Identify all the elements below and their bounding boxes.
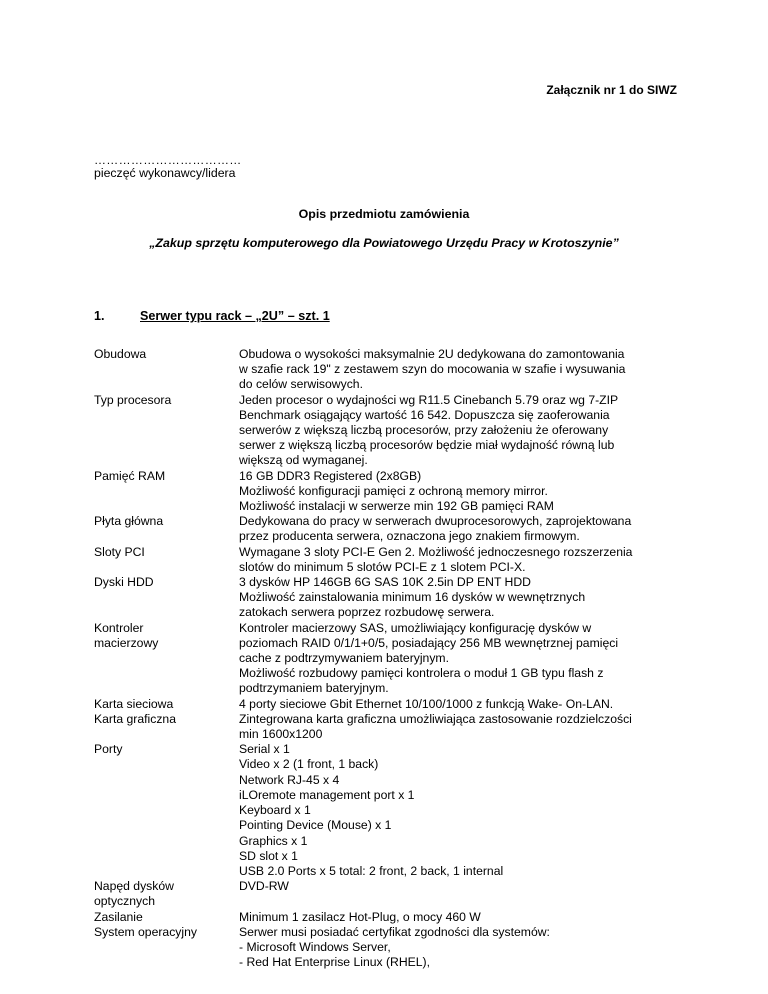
spec-value (239, 712, 694, 742)
spec-value (239, 545, 694, 575)
spec-value-line: Video x 2 (1 front, 1 back) (239, 757, 379, 772)
spec-label: Karta graficzna (94, 711, 176, 726)
spec-value-line: 4 porty sieciowe Gbit Ethernet 10/100/1000 z funkcją Wake- On-LAN. (239, 696, 614, 711)
spec-row (94, 925, 694, 971)
spec-value (239, 575, 694, 621)
spec-label: Sloty PCI (94, 544, 145, 559)
spec-label: Kontroler macierzowy (94, 620, 159, 650)
spec-value-line: do celów serwisowych. (239, 377, 363, 392)
spec-value-line: cache z podtrzymywaniem bateryjnym. (239, 651, 449, 666)
spec-value-line: Obudowa o wysokości maksymalnie 2U dedykowana do zamontowania (239, 347, 625, 361)
spec-label: Napęd dysków optycznych (94, 879, 174, 909)
spec-value-line: Network RJ-45 x 4 (239, 772, 340, 787)
spec-value-line: DVD-RW (239, 879, 289, 894)
spec-value-line: Keyboard x 1 (239, 803, 311, 818)
spec-value (239, 742, 694, 879)
spec-value-line: - Red Hat Enterprise Linux (RHEL), (239, 955, 431, 970)
stamp-dotted-line: ……………………………… (94, 153, 242, 167)
spec-value (239, 621, 694, 697)
spec-label: Pamięć RAM (94, 468, 166, 483)
spec-value-line: przez producenta serwera, oznaczona jego znakiem firmowym. (239, 529, 580, 544)
spec-value (239, 393, 694, 469)
spec-value-line: iLOremote management port x 1 (239, 787, 415, 802)
spec-value-line: poziomach RAID 0/1/1+0/5, posiadający 256 MB wewnętrznej pamięci (239, 635, 619, 650)
spec-value-line: Zintegrowana karta graficzna umożliwiająca zastosowanie rozdzielczości (239, 711, 632, 726)
spec-value (239, 347, 694, 393)
spec-row (94, 469, 694, 515)
spec-row (94, 514, 694, 544)
spec-row (94, 697, 694, 712)
spec-label: Karta sieciowa (94, 696, 174, 711)
spec-value-line: Dedykowana do pracy w serwerach dwuprocesorowych, zaprojektowana (239, 514, 632, 529)
spec-value (239, 925, 694, 971)
spec-row (94, 575, 694, 621)
spec-table (94, 347, 694, 970)
spec-value-line: Benchmark osiągający wartość 16 542. Dopuszcza się zaoferowania (239, 407, 610, 422)
spec-row (94, 742, 694, 879)
spec-value-line: Możliwość instalacji w serwerze min 192 GB pamięci RAM (239, 499, 554, 514)
spec-value-line: 16 GB DDR3 Registered (2x8GB) (239, 468, 422, 483)
spec-value-line: Graphics x 1 (239, 833, 308, 848)
section-title: Serwer typu rack – „2U” – szt. 1 (140, 309, 330, 323)
spec-value-line: Serwer musi posiadać certyfikat zgodności dla systemów: (239, 924, 550, 939)
spec-value-line: Kontroler macierzowy SAS, umożliwiający konfigurację dysków w (239, 620, 592, 635)
spec-value-line (239, 894, 694, 909)
spec-value-line: Możliwość konfiguracji pamięci z ochroną memory mirror. (239, 483, 548, 498)
spec-row (94, 347, 694, 393)
spec-value (239, 879, 694, 909)
spec-value-line: Minimum 1 zasilacz Hot-Plug, o mocy 460 W (239, 909, 481, 924)
spec-label: Płyta główna (94, 514, 164, 529)
section-number: 1. (94, 309, 105, 323)
spec-row (94, 879, 694, 909)
spec-label: Typ procesora (94, 392, 172, 407)
spec-label: Obudowa (94, 347, 147, 361)
spec-row (94, 910, 694, 925)
spec-row (94, 712, 694, 742)
spec-value-line: Pointing Device (Mouse) x 1 (239, 818, 392, 833)
spec-row (94, 621, 694, 697)
spec-value-line: zatokach serwera poprzez rozbudowę serwera. (239, 605, 495, 620)
spec-value-line: większą od wymaganej. (239, 453, 368, 468)
spec-value-line: 3 dysków HP 146GB 6G SAS 10K 2.5in DP ENT HDD (239, 575, 531, 590)
spec-label: Zasilanie (94, 909, 143, 924)
attachment-label: Załącznik nr 1 do SIWZ (546, 83, 677, 97)
spec-value-line: Wymagane 3 sloty PCI-E Gen 2. Możliwość jednoczesnego rozszerzenia (239, 544, 633, 559)
spec-value-line: podtrzymaniem bateryjnym. (239, 681, 389, 696)
spec-value (239, 910, 694, 925)
spec-value (239, 514, 694, 544)
section-heading (94, 309, 330, 324)
spec-value-line: min 1600x1200 (239, 727, 323, 742)
spec-value-line: Możliwość zainstalowania minimum 16 dysków w wewnętrznych (239, 590, 586, 605)
stamp-label: pieczęć wykonawcy/lidera (94, 166, 236, 180)
spec-row (94, 393, 694, 469)
spec-value (239, 697, 694, 712)
spec-value-line: w szafie rack 19" z zestawem szyn do mocowania w szafie i wysuwania (239, 362, 626, 377)
document-title: Opis przedmiotu zamówienia (298, 207, 470, 221)
spec-row (94, 545, 694, 575)
spec-value-line: slotów do minimum 5 slotów PCI-E z 1 slotem PCI-X. (239, 559, 526, 574)
spec-value-line: - Microsoft Windows Server, (239, 939, 391, 954)
spec-value-line: Jeden procesor o wydajności wg R11.5 Cinebanch 5.79 oraz wg 7-ZIP (239, 392, 619, 407)
spec-label: System operacyjny (94, 924, 197, 939)
spec-label: Dyski HDD (94, 575, 154, 590)
document-subtitle: „Zakup sprzętu komputerowego dla Powiatowego Urzędu Pracy w Krotoszynie” (149, 236, 619, 250)
spec-value-line: SD slot x 1 (239, 848, 298, 863)
spec-value-line: serwerów z większą liczbą procesorów, przy założeniu że oferowany (239, 423, 609, 438)
spec-value-line: Możliwość rozbudowy pamięci kontrolera o moduł 1 GB typu flash z (239, 666, 604, 681)
spec-value-line: USB 2.0 Ports x 5 total: 2 front, 2 back, 1 internal (239, 863, 504, 878)
spec-value (239, 469, 694, 515)
spec-label: Porty (94, 742, 123, 757)
spec-value-line: serwer z większą liczbą procesorów będzie miał wydajność równą lub (239, 438, 615, 453)
spec-value-line: Serial x 1 (239, 742, 290, 757)
